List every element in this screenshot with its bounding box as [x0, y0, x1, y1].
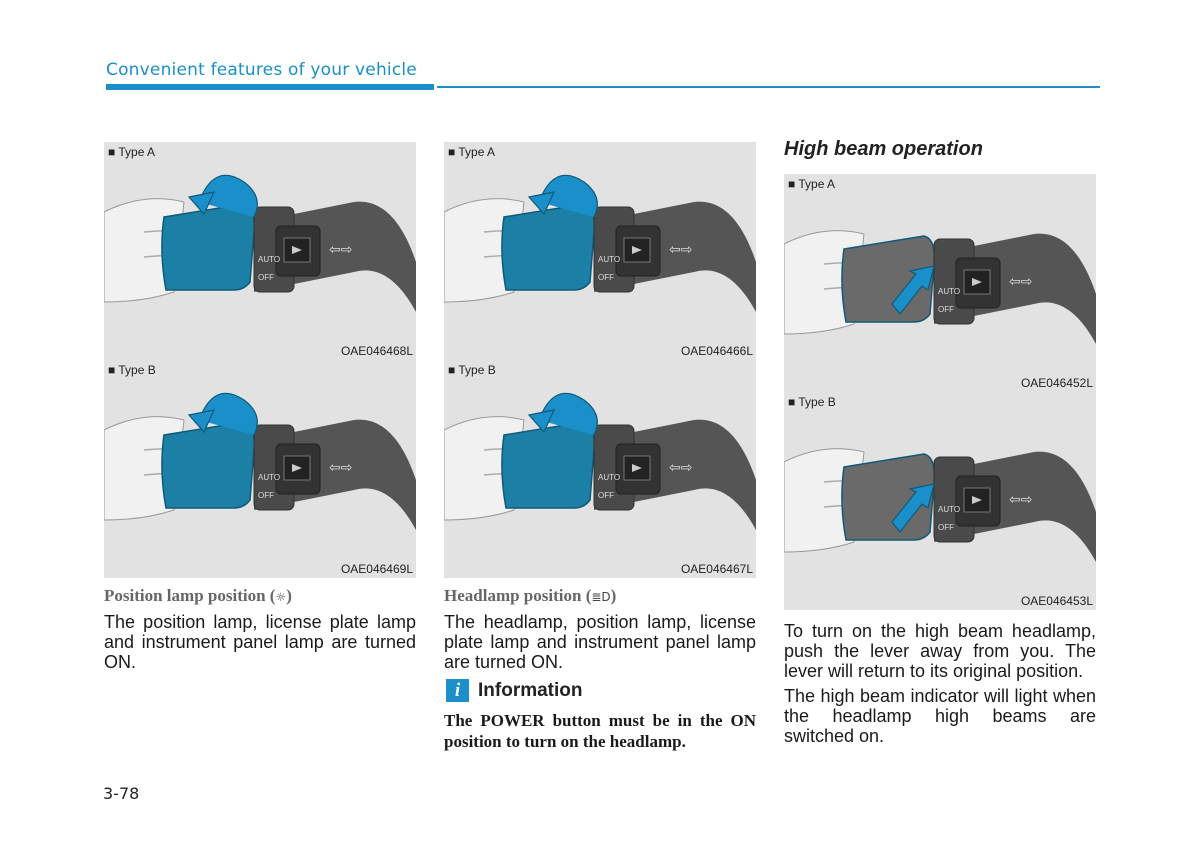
svg-text:⇦⇨: ⇦⇨: [329, 242, 353, 258]
figure-code: OAE046453L: [1020, 594, 1093, 608]
information-title: Information: [478, 680, 583, 701]
off-label: OFF: [938, 523, 954, 532]
figure-type-label: ■ Type A: [448, 145, 496, 159]
lever-push-arrow-icon: [784, 392, 1096, 610]
page-number: 3-78: [103, 784, 140, 803]
figure-code: OAE046466L: [680, 344, 753, 358]
figure-code: OAE046467L: [680, 562, 753, 576]
off-label: OFF: [258, 491, 274, 500]
auto-label: AUTO: [938, 287, 961, 296]
section-header-title: Convenient features of your vehicle: [106, 60, 417, 80]
position-lamp-icon: ☼: [275, 590, 287, 604]
figure-code: OAE046452L: [1020, 376, 1093, 390]
auto-label: AUTO: [938, 505, 961, 514]
off-label: OFF: [258, 273, 274, 282]
auto-label: AUTO: [258, 255, 281, 264]
off-label: OFF: [598, 273, 614, 282]
information-icon: i: [446, 679, 469, 702]
figure-code: OAE046468L: [340, 344, 413, 358]
figure-position-type-b: [104, 360, 416, 578]
figure-type-label: ■ Type A: [108, 145, 156, 159]
position-lamp-text: The position lamp, license plate lamp and instrument panel lamp are turned ON.: [104, 612, 416, 672]
position-lamp-heading: Position lamp position (☼): [104, 586, 292, 605]
lever-rotate-arrow-icon: [444, 142, 756, 360]
figure-type-label: ■ Type B: [788, 395, 836, 409]
headlamp-heading: Headlamp position (≣D): [444, 586, 617, 605]
high-beam-text-1: To turn on the high beam headlamp, push the lever away from you. The lever will return to its original position.: [784, 621, 1096, 681]
lever-push-arrow-icon: [784, 174, 1096, 392]
figure-code: OAE046469L: [340, 562, 413, 576]
lever-rotate-arrow-icon: [444, 360, 756, 578]
off-label: OFF: [598, 491, 614, 500]
figure-type-label: ■ Type A: [788, 177, 836, 191]
figure-headlamp-type-a: [444, 142, 756, 360]
svg-text:⇦⇨: ⇦⇨: [329, 460, 353, 476]
headlamp-icon: ≣D: [591, 590, 611, 604]
high-beam-text-2: The high beam indicator will light when the headlamp high beams are switched on.: [784, 686, 1096, 746]
headlamp-text: The headlamp, position lamp, license plate lamp and instrument panel lamp are turned ON.: [444, 612, 756, 672]
auto-label: AUTO: [258, 473, 281, 482]
information-text: The POWER button must be in the ON position to turn on the headlamp.: [444, 711, 756, 751]
high-beam-title: High beam operation: [784, 138, 983, 160]
lever-rotate-arrow-icon: [104, 142, 416, 360]
figure-position-type-a: [104, 142, 416, 360]
header-accent-bar: [106, 84, 434, 90]
auto-label: AUTO: [598, 255, 621, 264]
svg-text:⇦⇨: ⇦⇨: [1009, 274, 1033, 290]
svg-text:⇦⇨: ⇦⇨: [669, 460, 693, 476]
lever-rotate-arrow-icon: [104, 360, 416, 578]
auto-label: AUTO: [598, 473, 621, 482]
svg-text:⇦⇨: ⇦⇨: [669, 242, 693, 258]
figure-high-beam-type-b: [784, 392, 1096, 610]
off-label: OFF: [938, 305, 954, 314]
figure-high-beam-type-a: [784, 174, 1096, 392]
figure-type-label: ■ Type B: [448, 363, 496, 377]
figure-type-label: ■ Type B: [108, 363, 156, 377]
figure-headlamp-type-b: [444, 360, 756, 578]
svg-text:⇦⇨: ⇦⇨: [1009, 492, 1033, 508]
header-rule: [437, 86, 1100, 88]
